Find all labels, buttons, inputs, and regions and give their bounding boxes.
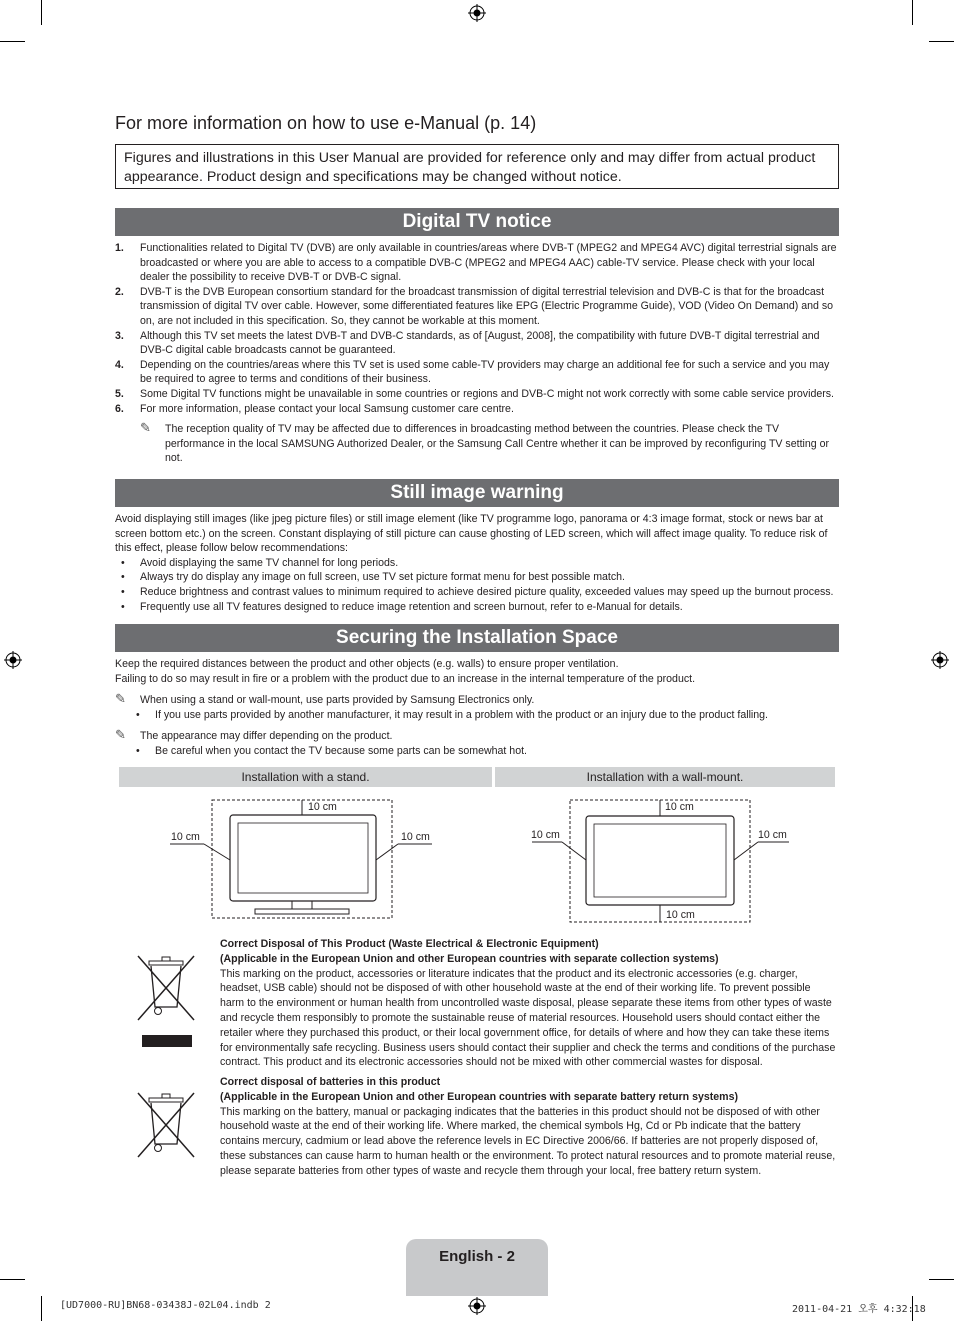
crop-mark <box>0 1279 25 1280</box>
installation-section <box>115 657 839 759</box>
weee-body: This marking on the product, accessories or literature indicates that the product and its electronic accessories (e.g. charger, headset, USB cable) should not be disposed of with other household waste at the end of their working life. To prevent possible harm to the environment or human health from uncontrolled waste disposal, please separate these items from other types of waste and recycle them responsibly to promote the sustainable reuse of material resources. Household users should contact either the retailer where they purchased this product, or their local government office, for details of where and how they can take these items for environmentally safe recycling. Business users should contact their supplier and check the terms and conditions of the purchase contract. This product and its electronic accessories should not be mixed with other commercial wastes for disposal. <box>220 967 836 1069</box>
registration-mark-icon <box>468 4 486 22</box>
list-item: • If you use parts provided by another manufacturer, it may result in a problem with the product or an injury due to the product falling. <box>130 708 839 723</box>
crop-mark <box>912 0 913 25</box>
list-item-text: For more information, please contact your local Samsung customer care centre. <box>140 402 514 415</box>
installation-intro-1: Keep the required distances between the product and other objects (e.g. walls) to ensure proper ventilation. <box>115 658 619 670</box>
list-item: • Reduce brightness and contrast values to minimum required to achieve desired picture quality, exceeded values may speed up the burnout process. <box>115 585 839 600</box>
dimension-label: 10 cm <box>171 831 200 843</box>
list-item-number: 5. <box>115 387 124 400</box>
list-item: • Frequently use all TV features designed to reduce image retention and screen burnout, refer to e-Manual for details. <box>115 600 839 615</box>
note-pencil-icon: ✎ <box>115 727 126 743</box>
list-item-number: 6. <box>115 402 124 415</box>
list-item: • Avoid displaying the same TV channel for long periods. <box>115 556 839 571</box>
still-image-section <box>115 512 839 614</box>
dimension-label: 10 cm <box>758 829 787 841</box>
installation-note-2 <box>115 729 839 744</box>
dimension-label: 10 cm <box>666 909 695 921</box>
list-item-number: 4. <box>115 358 124 371</box>
dimension-label: 10 cm <box>308 801 337 813</box>
list-item-text: Functionalities related to Digital TV (DVB) are only available in countries/areas where DVB-T (MPEG2 and MPEG4 AVC) digital terrestrial signals are broadcasted or where you are able to access to a compatible DVB-C (MPEG2 and MPEG4 AAC) cable-TV service. Please check with your local dealer the possibility to receive DVB-T or DVB-C signal. <box>140 242 837 284</box>
battery-body: This marking on the battery, manual or packaging indicates that the batteries in this product should not be disposed of with other household waste at the end of their working life. Where marked, the chemical symbols Hg, Cd or Pb indicate that the battery contains mercury, cadmium or lead above the reference levels in EC Directive 2006/66. If batteries are not properly disposed of, these substances can cause harm to human health or the environment. To protect natural resources and to promote material reuse, please separate batteries from other types of waste and recycle them through your local, free battery return system. <box>220 1105 836 1177</box>
installation-note-2-bullets <box>115 744 839 759</box>
digital-tv-list <box>115 241 839 466</box>
note-pencil-icon: ✎ <box>115 691 126 707</box>
stand-installation-diagram <box>160 795 440 920</box>
installation-intro-2: Failing to do so may result in fire or a problem with the product due to an increase in the internal temperature of the product. <box>115 672 696 685</box>
crossed-out-wheelie-bin-icon <box>135 953 197 1049</box>
list-item: • Always try do display any image on full screen, use TV set picture format menu for best possible match. <box>115 570 839 585</box>
crossed-out-battery-bin-icon <box>135 1090 197 1160</box>
crop-mark <box>41 0 42 25</box>
section-heading-installation: Securing the Installation Space <box>115 624 839 652</box>
list-item-text: Although this TV set meets the latest DVB-T and DVB-C standards, as of [August, 2008], the compatibility with future DVB-T digital terrestrial and DVB-C digital cable broadcasts cannot be guaranteed. <box>140 329 820 357</box>
list-item <box>115 285 839 329</box>
registration-mark-icon <box>931 651 949 669</box>
wall-mount-installation-diagram <box>528 795 793 927</box>
crop-mark <box>41 1296 42 1321</box>
installation-note-1-text: When using a stand or wall-mount, use parts provided by Samsung Electronics only. <box>140 694 535 707</box>
stand-label: Installation with a stand. <box>119 767 492 787</box>
page-number-tab: English - 2 <box>406 1239 548 1296</box>
footer-timestamp: 2011-04-21 오후 4:32:18 <box>792 1304 926 1315</box>
list-item-number: 3. <box>115 329 124 342</box>
list-item: • Be careful when you contact the TV because some parts can be somewhat hot. <box>130 744 839 759</box>
weee-subtitle: (Applicable in the European Union and other European countries with separate collection systems) <box>220 952 719 965</box>
list-item-text: Some Digital TV functions might be unavailable in some countries or regions and DVB-C might not work correctly with some cable service providers. <box>140 387 834 400</box>
dimension-label: 10 cm <box>665 801 694 813</box>
weee-disposal-section <box>220 937 836 1070</box>
list-item-number: 1. <box>115 242 124 254</box>
battery-subtitle: (Applicable in the European Union and other European countries with separate battery return systems) <box>220 1090 739 1103</box>
still-image-intro: Avoid displaying still images (like jpeg picture files) or still image element (like TV programme logo, panorama or 4:3 image format, stock or news bar at screen bottom etc.) on the screen. Constant displaying of still picture can cause ghosting of LED screen, which will affect image quality. To reduce risk of this effect, please follow below recommendations: <box>115 513 828 555</box>
crop-mark <box>929 1279 954 1280</box>
battery-disposal-section <box>220 1075 836 1179</box>
crop-mark <box>929 41 954 42</box>
installation-note-1-bullets <box>115 708 839 723</box>
note-pencil-icon: ✎ <box>140 420 151 436</box>
crop-mark <box>0 41 25 42</box>
registration-mark-icon <box>4 651 22 669</box>
wall-mount-label: Installation with a wall-mount. <box>495 767 835 787</box>
section-heading-still-image: Still image warning <box>115 479 839 507</box>
still-image-bullets <box>115 556 839 614</box>
weee-title: Correct Disposal of This Product (Waste Electrical & Electronic Equipment) <box>220 938 599 950</box>
battery-title: Correct disposal of batteries in this product <box>220 1076 441 1088</box>
page-title: For more information on how to use e-Manual (p. 14) <box>115 113 537 133</box>
installation-note-1 <box>115 693 839 708</box>
list-item-number: 2. <box>115 285 124 298</box>
list-item-text: Depending on the countries/areas where this TV set is used some cable-TV providers may charge an additional fee for such a service and you may be required to agree to terms and conditions of their business. <box>140 358 830 386</box>
registration-mark-icon <box>468 1297 486 1315</box>
list-item <box>115 358 839 387</box>
digital-tv-note <box>115 422 839 466</box>
section-heading-digital-tv: Digital TV notice <box>115 208 839 236</box>
list-item <box>115 241 839 285</box>
list-item <box>115 402 839 417</box>
dimension-label: 10 cm <box>401 831 430 843</box>
dimension-label: 10 cm <box>531 829 560 841</box>
disclaimer-box: Figures and illustrations in this User Manual are provided for reference only and may differ from actual product appearance. Product design and specifications may be changed without notice. <box>115 144 839 189</box>
installation-note-2-text: The appearance may differ depending on the product. <box>140 730 393 743</box>
footer-file-info: [UD7000-RU]BN68-03438J-02L04.indb 2 <box>60 1300 271 1311</box>
digital-tv-note-text: The reception quality of TV may be affected due to differences in broadcasting method between the countries. Please check the TV performance in the local SAMSUNG Authorized Dealer, or the Samsung Call Centre whether it can be improved by reconfiguring TV setting or not. <box>165 423 830 465</box>
list-item <box>115 387 839 402</box>
list-item-text: DVB-T is the DVB European consortium standard for the broadcast transmission of digital terrestrial television and DVB-C is that for the broadcast transmission of digital TV over cable. However, some differentiated features like EPG (Electric Programme Guide), VOD (Video On Demand) and so on, are not included in this specification. So, they cannot be workable at this moment. <box>140 285 834 327</box>
list-item <box>115 329 839 358</box>
